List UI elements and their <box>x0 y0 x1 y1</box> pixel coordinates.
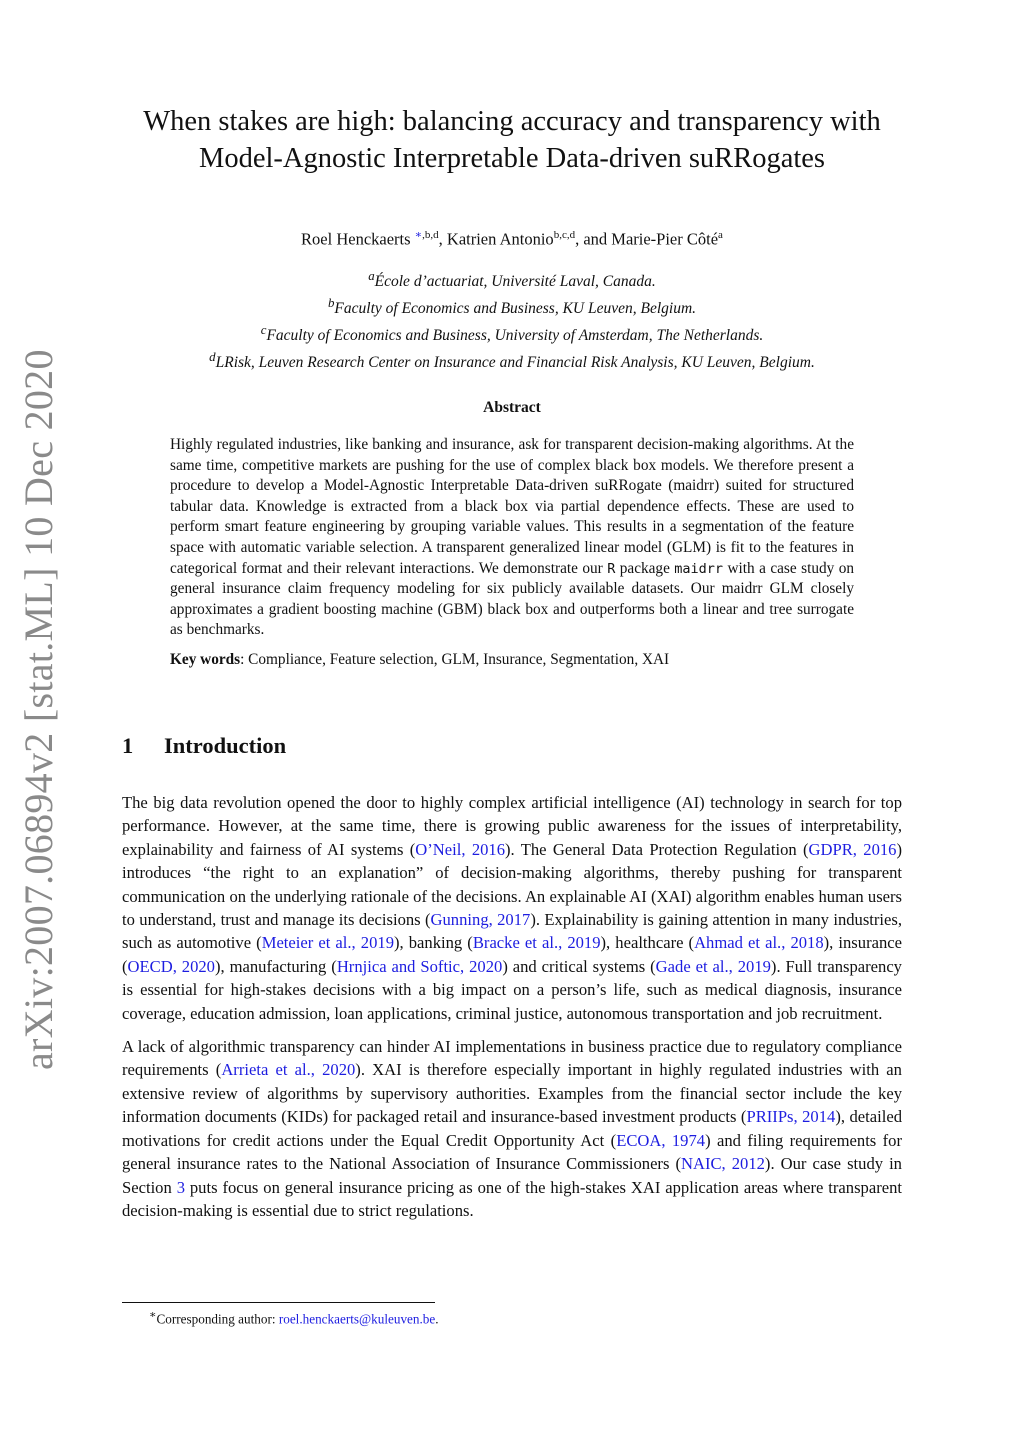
citation-link[interactable]: NAIC, 2012 <box>680 1154 765 1174</box>
section-number: 1 <box>122 733 134 758</box>
affiliation-text: LRisk, Leuven Research Center on Insurance and Financial Risk Analysis, KU Leuven, Belgium. <box>215 354 815 372</box>
footnote-mark: ∗ <box>149 1309 157 1321</box>
arxiv-identifier: arXiv:2007.06894v2 [stat.ML] 10 Dec 2020 <box>16 349 61 1070</box>
abstract-paragraph <box>170 435 854 641</box>
citation-link[interactable]: GDPR, 2016 <box>808 839 897 859</box>
section-reference-link[interactable]: 3 <box>176 1177 185 1197</box>
author-1-name: Roel Henckaerts <box>301 229 415 249</box>
title-line-1: When stakes are high: balancing accuracy and transparency with <box>143 106 881 137</box>
footnote-end: . <box>435 1311 439 1327</box>
intro-paragraph-1 <box>122 791 902 1025</box>
citation-link[interactable]: Hrnjica and Softic, 2020 <box>336 956 503 976</box>
author-list <box>100 224 924 251</box>
affiliation-text: Faculty of Economics and Business, University of Amsterdam, The Netherlands. <box>266 327 764 345</box>
code-r: R <box>607 560 616 577</box>
citation-link[interactable]: PRIIPs, 2014 <box>746 1107 836 1127</box>
body-text: ), manufacturing ( <box>214 956 337 976</box>
title-line-2: Model-Agnostic Interpretable Data-driven suRRogates <box>198 143 826 174</box>
corresponding-author-link[interactable]: ∗ <box>414 229 423 241</box>
body-text: ), healthcare ( <box>600 933 695 953</box>
abstract-body <box>170 435 854 671</box>
introduction-body <box>122 791 902 1232</box>
footnote-label: Corresponding author: <box>156 1311 279 1327</box>
author-2-name: , Katrien Antonio <box>438 229 554 249</box>
affiliation-d <box>100 346 924 373</box>
citation-link[interactable]: Gunning, 2017 <box>430 910 531 930</box>
author-1-affil-marks: ,b,d <box>422 229 439 241</box>
body-text: The big data revolution opened the door to highly complex artificial intelligence (AI) technology in search for top performance. However, at the same time, there is growing public awareness for the issues of interpretability, explainability and fairness of AI systems ( <box>122 793 902 859</box>
affiliation-text: Faculty of Economics and Business, KU Leuven, Belgium. <box>334 300 697 318</box>
body-text: ). Full transparency is essential for high-stakes decisions with a big impact on a person’s life, such as medical diagnosis, insurance coverage, education admission, loan applications, criminal justice, autonomous transportation and job recruitment. <box>122 956 902 1023</box>
citation-link[interactable]: O’Neil, 2016 <box>415 839 506 859</box>
affiliation-mark: c <box>260 322 267 338</box>
abstract-text: package <box>615 559 675 577</box>
affiliation-list <box>100 265 924 374</box>
citation-link[interactable]: Gade et al., 2019 <box>655 956 771 976</box>
section-title: Introduction <box>164 733 287 758</box>
corresponding-email-link[interactable]: roel.henckaerts@kuleuven.be <box>278 1311 436 1327</box>
citation-link[interactable]: Meteier et al., 2019 <box>261 933 394 953</box>
abstract-heading: Abstract <box>483 399 541 416</box>
affiliation-mark: b <box>327 295 335 311</box>
affiliation-text: École d’actuariat, Université Laval, Canada. <box>374 273 656 291</box>
citation-link[interactable]: Arrieta et al., 2020 <box>221 1060 356 1080</box>
intro-paragraph-2 <box>122 1035 902 1222</box>
body-text: ). Explainability is gaining attention in many industries, such as automotive ( <box>122 910 903 953</box>
citation-link[interactable]: OECD, 2020 <box>127 956 215 976</box>
citation-link[interactable]: ECOA, 1974 <box>616 1130 706 1150</box>
footnote <box>149 1306 439 1328</box>
abstract-text: Highly regulated industries, like banking and insurance, ask for transparent decision-making algorithms. At the same time, competitive markets are pushing for the use of complex black box models. We therefore present a procedure to develop a Model-Agnostic Interpretable Data-driven suRRogate (maidrr) suited for structured tabular data. Knowledge is extracted from a black box via partial dependence effects. These are used to perform smart feature engineering by grouping variable values. This results in a segmentation of the feature space with automatic variable selection. A transparent generalized linear model (GLM) is fit to the features in categorical format and their relevant interactions. We demonstrate our <box>170 436 854 577</box>
paper-title <box>100 103 924 177</box>
affiliation-c <box>100 319 924 346</box>
body-text: ), insurance ( <box>122 933 902 976</box>
affiliation-mark: a <box>368 268 375 283</box>
abstract-text: with a case study on general insurance claim frequency modeling for six publicly available datasets. Our maidrr GLM closely approximates a gradient boosting machine (GBM) black box and outperforms both a linear and tree surrogate as benchmarks. <box>170 559 854 639</box>
body-text: ). XAI is therefore especially important in highly regulated industries with an extensive review of algorithms by supervisory authorities. Examples from the financial sector include the key information documents (KIDs) for packaged retail and insurance-based investment products ( <box>122 1060 902 1127</box>
code-package-name: maidrr <box>674 560 724 577</box>
body-text: A lack of algorithmic transparency can hinder AI implementations in business practice due to regulatory compliance requirements ( <box>122 1037 902 1080</box>
keywords-label: Key words <box>170 650 241 668</box>
section-heading <box>122 733 286 759</box>
body-text: puts focus on general insurance pricing as one of the high-stakes XAI application areas where transparent decision-making is essential due to strict regulations. <box>122 1177 903 1220</box>
affiliation-a <box>100 265 924 292</box>
body-text: ), detailed motivations for credit actions under the Equal Credit Opportunity Act ( <box>122 1107 903 1150</box>
author-2-affil-marks: b,c,d <box>553 229 576 241</box>
affiliation-mark: d <box>209 349 216 365</box>
citation-link[interactable]: Ahmad et al., 2018 <box>694 933 824 953</box>
author-3-name: , and Marie-Pier Côté <box>575 229 719 249</box>
affiliation-b <box>100 292 924 319</box>
body-text: ) and filing requirements for general insurance rates to the National Association of Insurance Commissioners ( <box>122 1130 902 1174</box>
body-text: ), banking ( <box>394 933 473 953</box>
author-3-affil-marks: a <box>718 229 723 241</box>
body-text: ) introduces “the right to an explanation” of decision-making algorithms, thereby pushing for transparent communication on the underlying rationale of the decisions. An explainable AI (XAI) algorithm enables human users to understand, trust and manage its decisions ( <box>122 839 902 930</box>
body-text: ). Our case study in Section <box>122 1154 902 1197</box>
body-text: ). The General Data Protection Regulation ( <box>505 839 809 859</box>
keywords-text: : Compliance, Feature selection, GLM, Insurance, Segmentation, XAI <box>240 650 670 668</box>
body-text: ) and critical systems ( <box>502 956 656 976</box>
footnote-rule <box>122 1302 435 1303</box>
keywords <box>170 650 854 671</box>
citation-link[interactable]: Bracke et al., 2019 <box>472 933 601 953</box>
